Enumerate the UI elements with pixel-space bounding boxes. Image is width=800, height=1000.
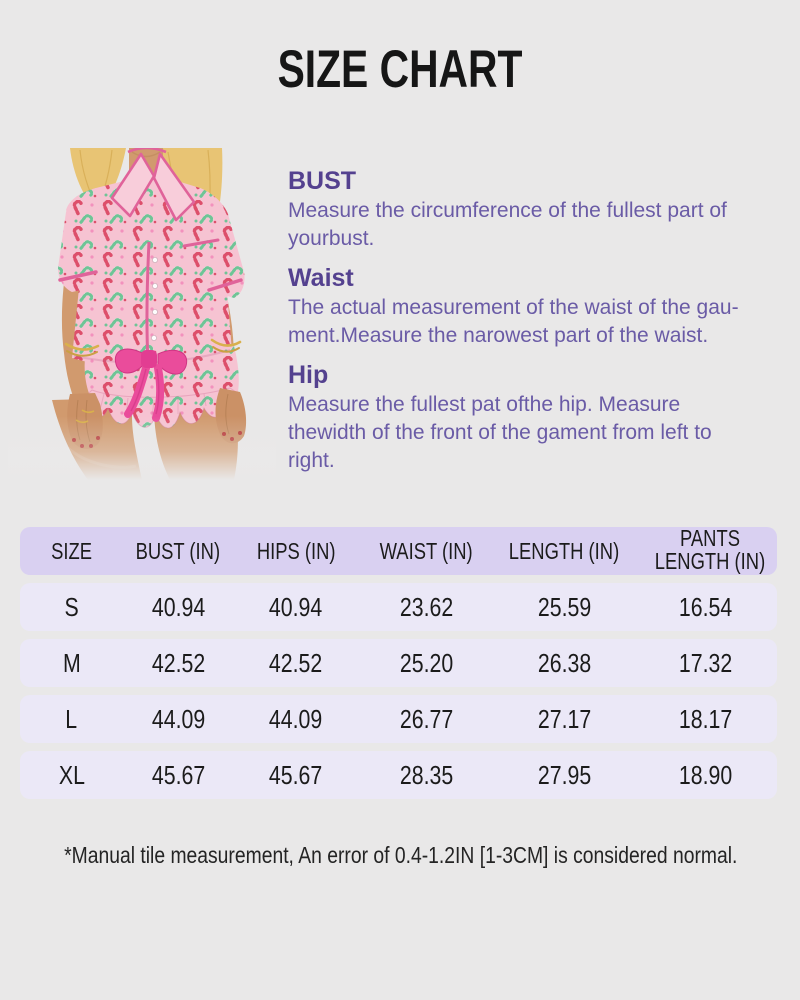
waist-cell: 28.35 — [399, 759, 453, 790]
length-cell: 26.38 — [537, 647, 591, 678]
header-cell-length: LENGTH (IN) — [509, 537, 620, 564]
bust-cell: 40.94 — [151, 591, 205, 622]
size-table-row-m — [20, 639, 777, 687]
photo-bottom-fade — [8, 416, 276, 480]
size-cell: XL — [58, 759, 85, 790]
bust-cell: 45.67 — [151, 759, 205, 790]
header-cell-hips: HIPS (IN) — [256, 537, 336, 564]
size-table-header — [20, 527, 777, 575]
pants-length-cell: 18.17 — [679, 703, 733, 734]
header-cell-pants-length: PANTS LENGTH (IN) — [654, 525, 765, 574]
length-cell: 25.59 — [537, 591, 591, 622]
page-title-text: SIZE CHART — [277, 40, 523, 99]
measurement-disclaimer: *Manual tile measurement, An error of 0.4-1.2IN [1-3CM] is considered normal. — [64, 842, 738, 868]
bust-cell: 44.09 — [151, 703, 205, 734]
size-cell: S — [64, 591, 79, 622]
waist-text-line: ment.Measure the narowest part of the waist. — [288, 324, 709, 347]
bust-cell: 42.52 — [151, 647, 205, 678]
hip-text-line: thewidth of the front of the gament from left to — [288, 421, 712, 444]
size-table-row-l — [20, 695, 777, 743]
size-cell: L — [65, 703, 78, 734]
length-cell: 27.17 — [537, 703, 591, 734]
pants-length-cell: 16.54 — [679, 591, 733, 622]
pants-length-cell: 18.90 — [679, 759, 733, 790]
hips-cell: 45.67 — [269, 759, 323, 790]
waist-cell: 25.20 — [399, 647, 453, 678]
hips-cell: 40.94 — [269, 591, 323, 622]
guide-section-bust — [288, 166, 786, 253]
header-cell-size: SIZE — [51, 537, 92, 564]
product-photo — [8, 148, 276, 480]
hips-cell: 42.52 — [269, 647, 323, 678]
bust-text-line: Measure the circumference of the fullest part of — [288, 199, 727, 222]
size-table-row-s — [20, 583, 777, 631]
size-cell: M — [62, 647, 81, 678]
header-cell-bust: BUST (IN) — [135, 537, 221, 564]
size-table — [20, 527, 777, 799]
waist-cell: 23.62 — [399, 591, 453, 622]
hip-text-line: Measure the fullest pat ofthe hip. Measure — [288, 393, 681, 416]
header-cell-waist: WAIST (IN) — [379, 537, 473, 564]
hips-cell: 44.09 — [269, 703, 323, 734]
bust-text-line: yourbust. — [288, 227, 375, 250]
pants-length-cell: 17.32 — [679, 647, 733, 678]
guide-section-waist — [288, 263, 786, 350]
guide-section-hip — [288, 360, 786, 475]
waist-heading: Waist — [288, 264, 354, 292]
hip-text-line: right. — [288, 449, 335, 472]
size-table-row-xl — [20, 751, 777, 799]
measuring-guide — [288, 166, 786, 485]
waist-cell: 26.77 — [399, 703, 453, 734]
product-photo-illustration — [8, 148, 276, 480]
waist-text-line: The actual measurement of the waist of the gau- — [288, 296, 739, 319]
page-title — [0, 40, 800, 99]
hip-heading: Hip — [288, 361, 329, 389]
bust-heading: BUST — [288, 167, 357, 195]
length-cell: 27.95 — [537, 759, 591, 790]
